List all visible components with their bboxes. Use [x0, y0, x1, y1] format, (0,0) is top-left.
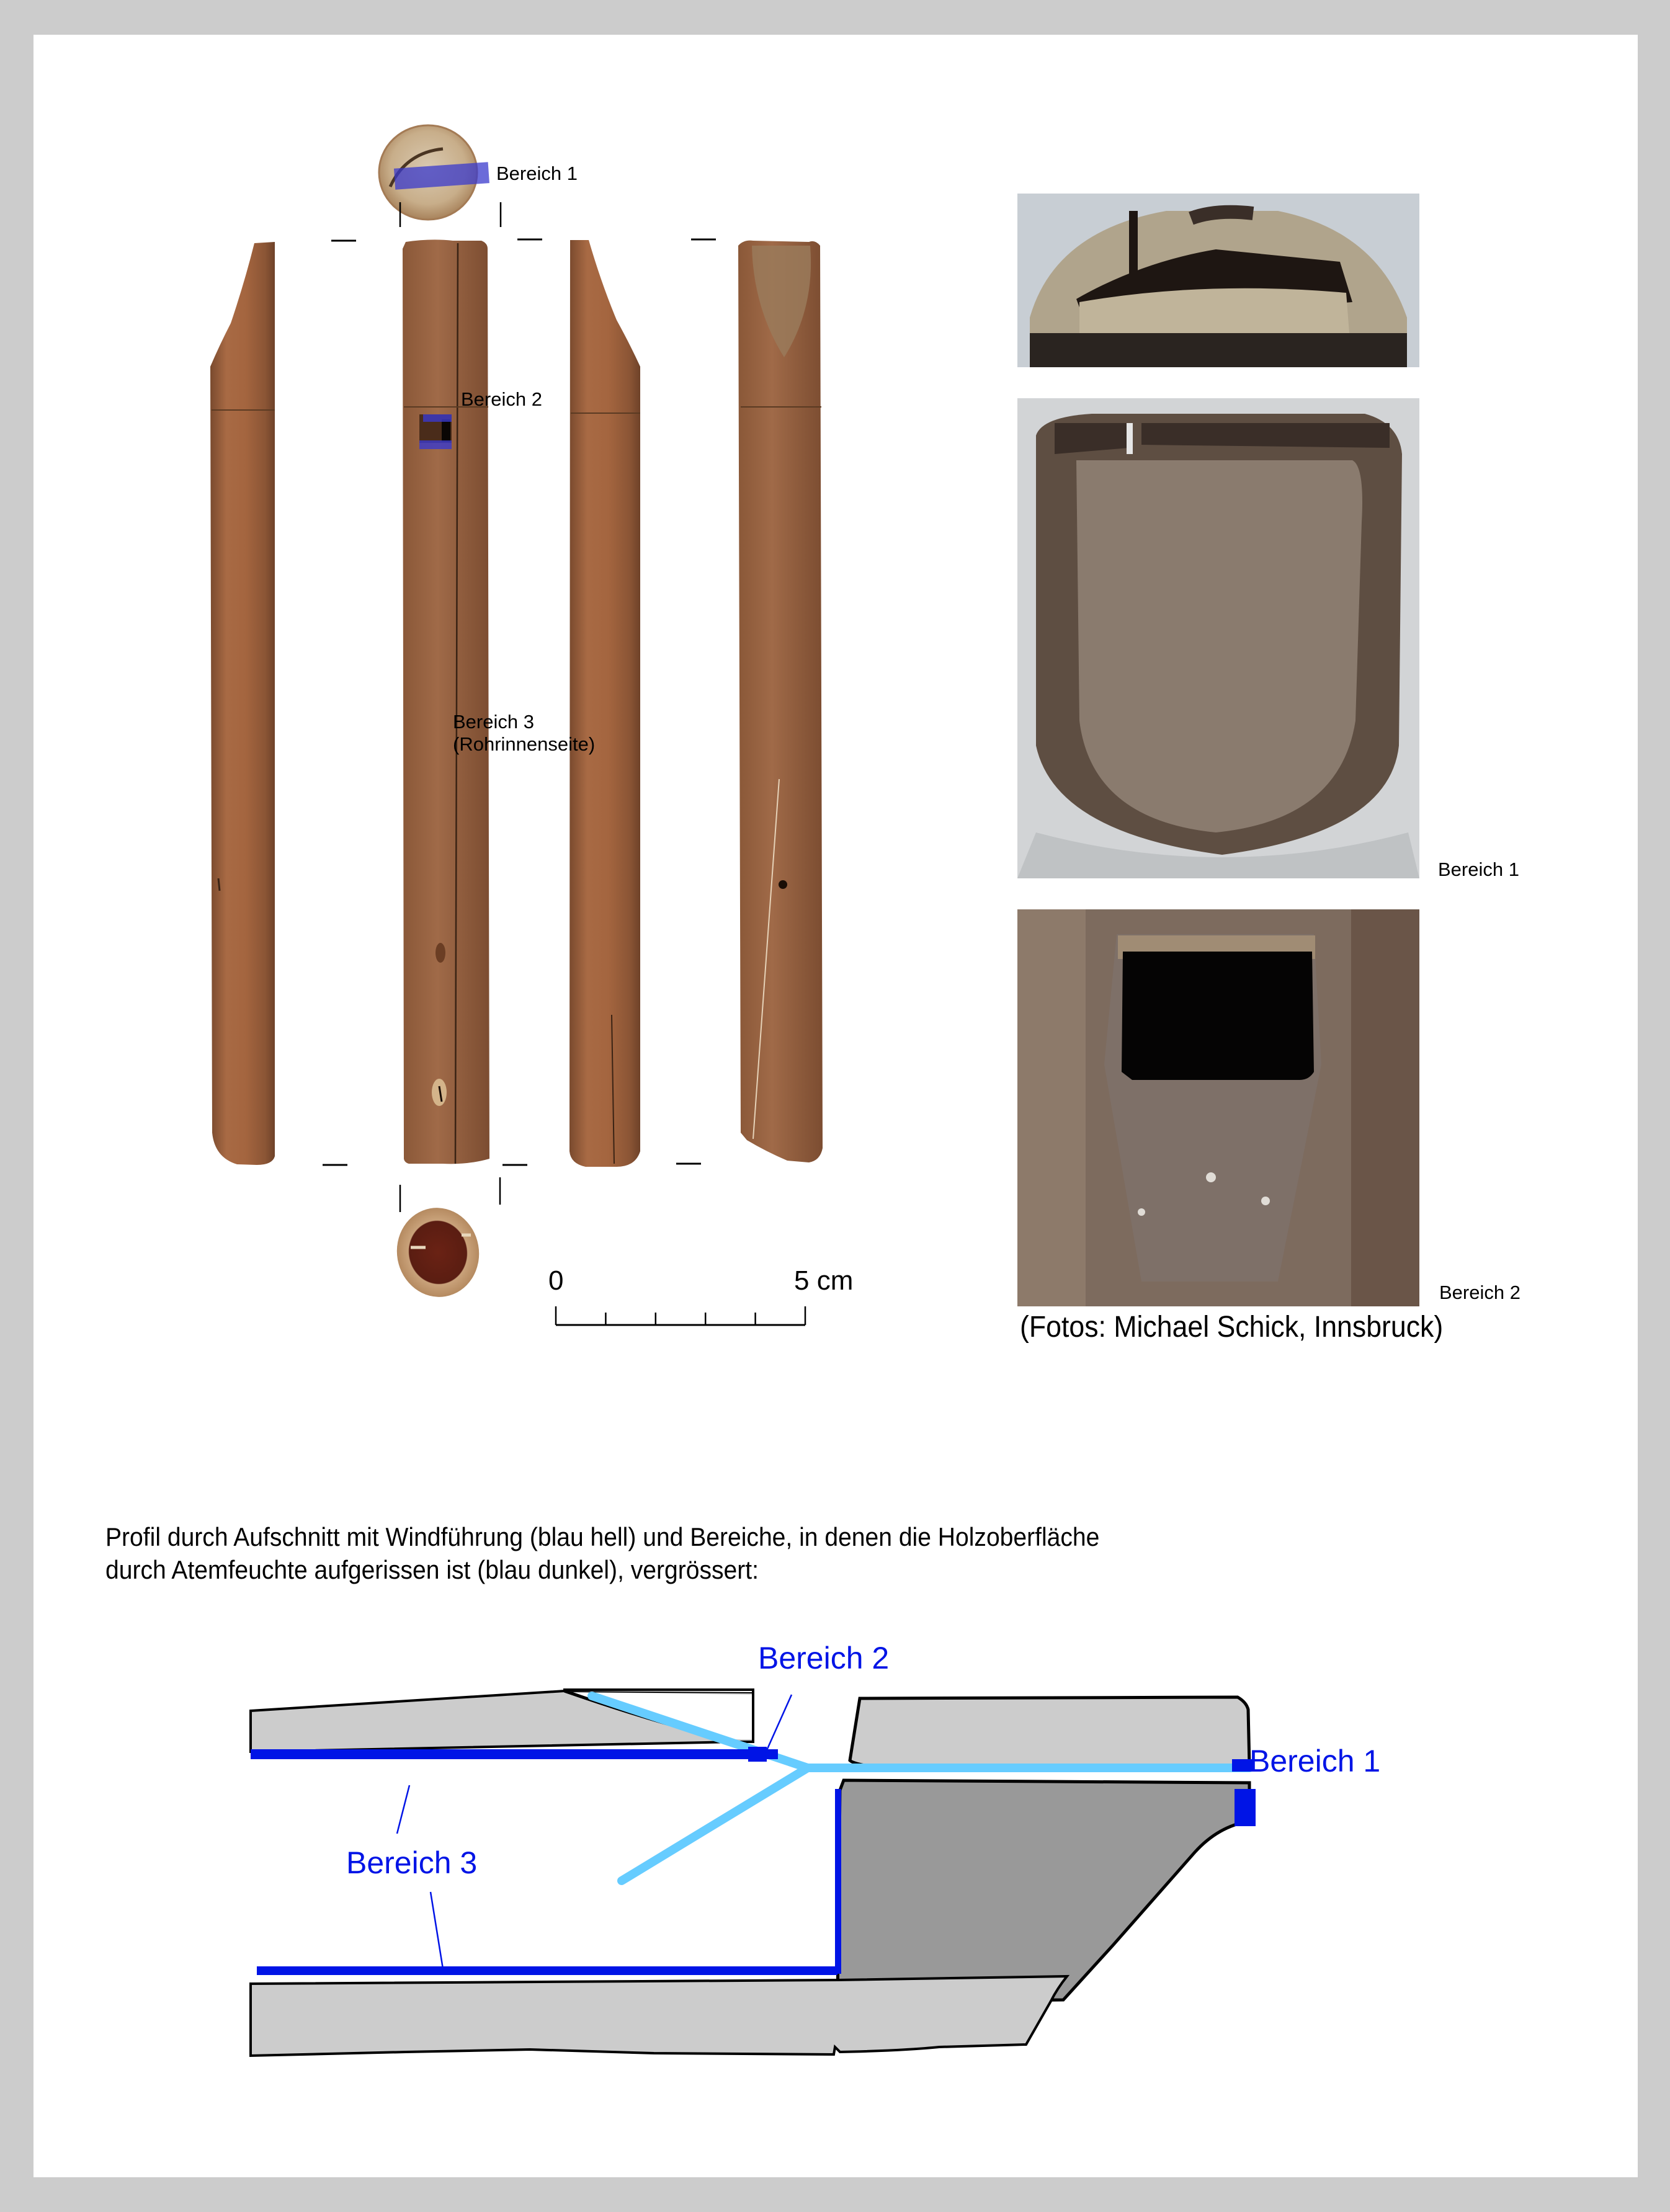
detail-label-bereich-2: Bereich 2 — [1439, 1282, 1520, 1303]
photo-credit: (Fotos: Michael Schick, Innsbruck) — [1020, 1311, 1444, 1344]
wind-line-lower — [622, 1768, 808, 1881]
scale-end-label: 5 cm — [794, 1265, 854, 1296]
profile-caption-line-2: durch Atemfeuchte aufgerissen ist (blau dunkel), vergrössert: — [105, 1554, 759, 1584]
leader-bereich-2 — [766, 1695, 792, 1753]
detail-label-bereich-1: Bereich 1 — [1438, 858, 1519, 880]
bereich-2-block — [748, 1747, 767, 1762]
diagram-label-bereich-2: Bereich 2 — [758, 1641, 890, 1675]
diagram-label-bereich-1: Bereich 1 — [1249, 1744, 1381, 1778]
diagram-label-bereich-3: Bereich 3 — [346, 1845, 478, 1880]
leader-bereich-3-lower — [431, 1892, 443, 1969]
leader-bereich-3-upper — [397, 1785, 409, 1834]
bereich-3-upper-band — [251, 1749, 778, 1759]
label-bereich-2: Bereich 2 — [461, 388, 542, 410]
document-sheet — [33, 35, 1638, 2177]
lower-wall — [251, 1976, 1067, 2056]
profile-caption-line-1: Profil durch Aufschnitt mit Windführung (blau hell) und Bereiche, in denen die Holzoberfläche — [105, 1522, 1100, 1551]
label-bereich-3-title: Bereich 3 — [453, 711, 534, 733]
label-bereich-3-subtitle: (Rohrinnenseite) — [453, 733, 596, 755]
bereich-3-lower-band — [257, 1966, 837, 1975]
block — [837, 1780, 1249, 2002]
scale-start-label: 0 — [548, 1265, 564, 1296]
bereich-1-lower-block — [1235, 1789, 1256, 1826]
upper-right-cap — [850, 1697, 1249, 1765]
bereich-3-block-edge — [835, 1789, 841, 1974]
profile-diagram — [33, 35, 1638, 2177]
label-bereich-1: Bereich 1 — [496, 163, 578, 184]
